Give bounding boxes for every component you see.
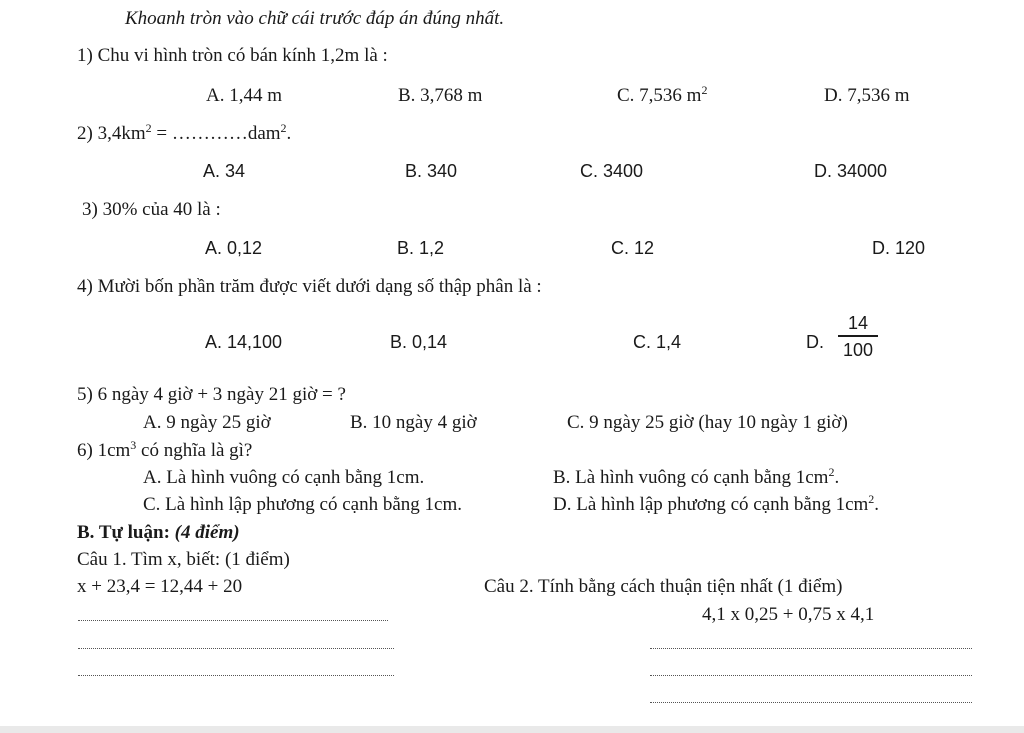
instruction-text: Khoanh tròn vào chữ cái trước đáp án đúng nhất. — [125, 8, 505, 29]
answer-line-left-2[interactable] — [78, 648, 394, 649]
question-4-prompt: 4) Mười bốn phần trăm được viết dưới dạng số thập phân là : — [77, 276, 542, 297]
q4-option-c[interactable]: C. 1,4 — [633, 332, 682, 352]
fraction-denominator: 100 — [842, 339, 874, 360]
q1-option-c[interactable]: C. 7,536 $m^2$ — [617, 83, 708, 106]
q3-option-a[interactable]: A. 0,12 — [205, 238, 263, 258]
q4-option-a[interactable]: A. 14,100 — [205, 332, 283, 352]
q1-option-a[interactable]: A. 1,44 m — [206, 85, 282, 106]
q4-option-d[interactable]: D. — [806, 332, 824, 352]
fraction-bar — [838, 335, 878, 337]
answer-line-left-3[interactable] — [78, 675, 394, 676]
q3-option-b[interactable]: B. 1,2 — [397, 238, 445, 258]
q5-option-b[interactable]: B. 10 ngày 4 giờ — [350, 412, 477, 433]
answer-line-right-2[interactable] — [650, 675, 972, 676]
q2-option-d[interactable]: D. 34000 — [814, 161, 888, 181]
q2-option-b[interactable]: B. 340 — [405, 161, 458, 181]
q6-option-b[interactable]: B. Là hình vuông có cạnh bằng $1cm^2$. — [553, 465, 840, 488]
q4-option-d-fraction[interactable] — [838, 314, 878, 359]
part-b-heading: B. Tự luận: (4 điểm) — [77, 522, 240, 543]
q1-option-d[interactable]: D. 7,536 m — [824, 85, 910, 106]
question-2-prompt: 2) $3,4km^2$ = …………dam$^2$. — [77, 121, 292, 144]
q6-option-a[interactable]: A. Là hình vuông có cạnh bằng 1cm. — [143, 467, 425, 488]
answer-line-right-1[interactable] — [650, 648, 972, 649]
q3-option-c[interactable]: C. 12 — [611, 238, 655, 258]
q6-option-c[interactable]: C. Là hình lập phương có cạnh bằng 1cm. — [143, 494, 462, 515]
cau-2-expression: 4,1 x 0,25 + 0,75 x 4,1 — [702, 604, 875, 625]
q2-option-a[interactable]: A. 34 — [203, 161, 246, 181]
q3-option-d[interactable]: D. 120 — [872, 238, 926, 258]
cau-2-prompt: Câu 2. Tính bằng cách thuận tiện nhất (1 điểm) — [484, 576, 843, 597]
q6-option-d[interactable]: D. Là hình lập phương có cạnh bằng $1cm^2$. — [553, 492, 880, 515]
question-6-prompt: 6) $1cm^3$ có nghĩa là gì? — [77, 438, 253, 461]
answer-line-right-3[interactable] — [650, 702, 972, 703]
page-bottom-edge — [0, 726, 1024, 733]
question-1-prompt: 1) Chu vi hình tròn có bán kính 1,2m là : — [77, 45, 388, 66]
question-3-prompt: 3) 30% của 40 là : — [82, 199, 221, 220]
q2-option-c[interactable]: C. 3400 — [580, 161, 644, 181]
q5-option-c[interactable]: C. 9 ngày 25 giờ (hay 10 ngày 1 giờ) — [567, 412, 848, 433]
answer-line-left-1[interactable] — [78, 620, 388, 621]
cau-1-expression: x + 23,4 = 12,44 + 20 — [77, 576, 243, 597]
q4-option-b[interactable]: B. 0,14 — [390, 332, 448, 352]
q1-option-b[interactable]: B. 3,768 m — [398, 85, 483, 106]
fraction-numerator: 14 — [847, 313, 869, 333]
cau-1-prompt: Câu 1. Tìm x, biết: (1 điểm) — [77, 549, 290, 570]
question-5-prompt: 5) 6 ngày 4 giờ + 3 ngày 21 giờ = ? — [77, 384, 346, 405]
q5-option-a[interactable]: A. 9 ngày 25 giờ — [143, 412, 271, 433]
